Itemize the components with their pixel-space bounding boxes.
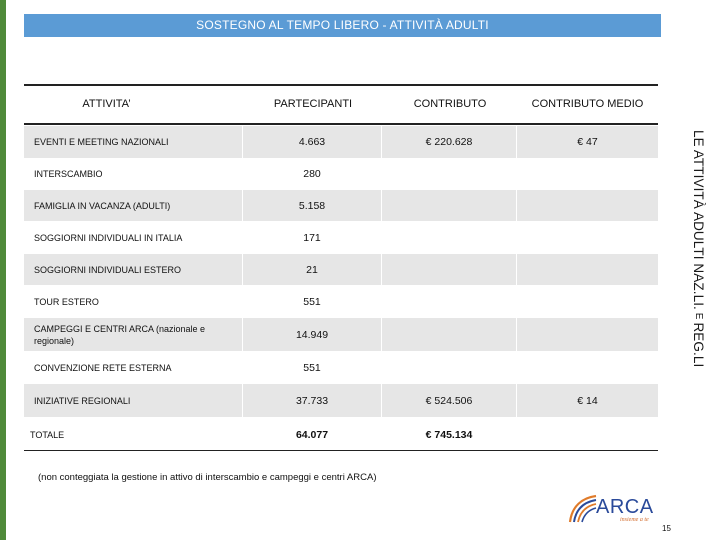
footnote: (non conteggiata la gestione in attivo di interscambio e campeggi e centri ARCA): [38, 472, 377, 483]
cell-contributo: [382, 254, 516, 285]
side-title-small: E: [693, 309, 704, 323]
cell-partecipanti: 4.663: [243, 126, 381, 158]
cell-partecipanti: 551: [303, 295, 321, 308]
cell-attivita: INIZIATIVE REGIONALI: [24, 384, 242, 417]
cell-contributo-medio: [517, 420, 658, 450]
cell-partecipanti: 21: [243, 254, 381, 285]
cell-attivita: TOUR ESTERO: [34, 296, 99, 307]
table-row: [24, 222, 658, 253]
cell-contributo-medio: [517, 352, 658, 383]
logo-name: ARCA: [596, 496, 654, 518]
page-number: 15: [662, 524, 671, 533]
cell-contributo: [382, 318, 516, 351]
header-partecipanti: PARTECIPANTI: [273, 98, 353, 110]
cell-attivita: CONVENZIONE RETE ESTERNA: [34, 362, 172, 373]
table-row: [24, 254, 658, 285]
cell-contributo: [382, 158, 516, 189]
cell-attivita: SOGGIORNI INDIVIDUALI ESTERO: [24, 254, 242, 285]
table-row-total: [24, 420, 658, 450]
cell-contributo-medio: [517, 254, 658, 285]
left-accent-stripe: [0, 0, 6, 540]
cell-partecipanti: 551: [303, 361, 321, 374]
cell-attivita: TOTALE: [30, 430, 65, 440]
cell-contributo-medio: € 47: [517, 126, 658, 158]
page-title: SOSTEGNO AL TEMPO LIBERO - ATTIVITÀ ADULTI: [24, 14, 661, 37]
table-row: [24, 318, 658, 351]
cell-contributo: € 524.506: [382, 384, 516, 417]
cell-contributo-medio: [517, 286, 658, 317]
cell-attivita: SOGGIORNI INDIVIDUALI IN ITALIA: [34, 232, 183, 243]
cell-contributo-medio: [517, 222, 658, 253]
cell-contributo-medio: [517, 190, 658, 221]
table-row: [24, 352, 658, 383]
table-row: [24, 286, 658, 317]
cell-contributo-medio: [517, 158, 658, 189]
side-title-end: REG.LI: [691, 322, 706, 368]
cell-attivita: FAMIGLIA IN VACANZA (ADULTI): [24, 190, 242, 221]
logo-tagline: insieme a te: [620, 517, 649, 523]
cell-partecipanti: 37.733: [243, 384, 381, 417]
table-row: [24, 126, 658, 158]
cell-contributo: [382, 222, 516, 253]
header-attivita: ATTIVITA’: [82, 98, 131, 110]
side-title-main: LE ATTIVITÀ ADULTI NAZ.LI.: [691, 130, 706, 310]
cell-contributo: € 220.628: [382, 126, 516, 158]
cell-contributo: [382, 352, 516, 383]
cell-partecipanti: 171: [303, 231, 321, 244]
table-row: [24, 158, 658, 189]
cell-attivita: INTERSCAMBIO: [34, 168, 103, 179]
cell-partecipanti: 14.949: [243, 318, 381, 351]
cell-attivita: EVENTI E MEETING NAZIONALI: [24, 126, 242, 158]
cell-contributo: € 745.134: [425, 429, 473, 441]
cell-partecipanti: 280: [303, 167, 321, 180]
table-row: [24, 190, 658, 221]
cell-contributo: [382, 286, 516, 317]
table-bottom-rule: [24, 450, 658, 451]
side-title: [690, 130, 706, 430]
header-contributo: CONTRIBUTO: [413, 98, 487, 110]
table-header-rule: [24, 123, 658, 125]
cell-contributo-medio: [517, 318, 658, 351]
cell-attivita: CAMPEGGI E CENTRI ARCA (nazionale e regionale): [24, 318, 242, 351]
header-contributo-medio: CONTRIBUTO MEDIO: [531, 98, 644, 110]
cell-partecipanti: 5.158: [243, 190, 381, 221]
cell-partecipanti: 64.077: [295, 429, 329, 441]
cell-contributo-medio: € 14: [517, 384, 658, 417]
cell-contributo: [382, 190, 516, 221]
table-top-rule: [24, 84, 658, 86]
table-row: [24, 384, 658, 417]
